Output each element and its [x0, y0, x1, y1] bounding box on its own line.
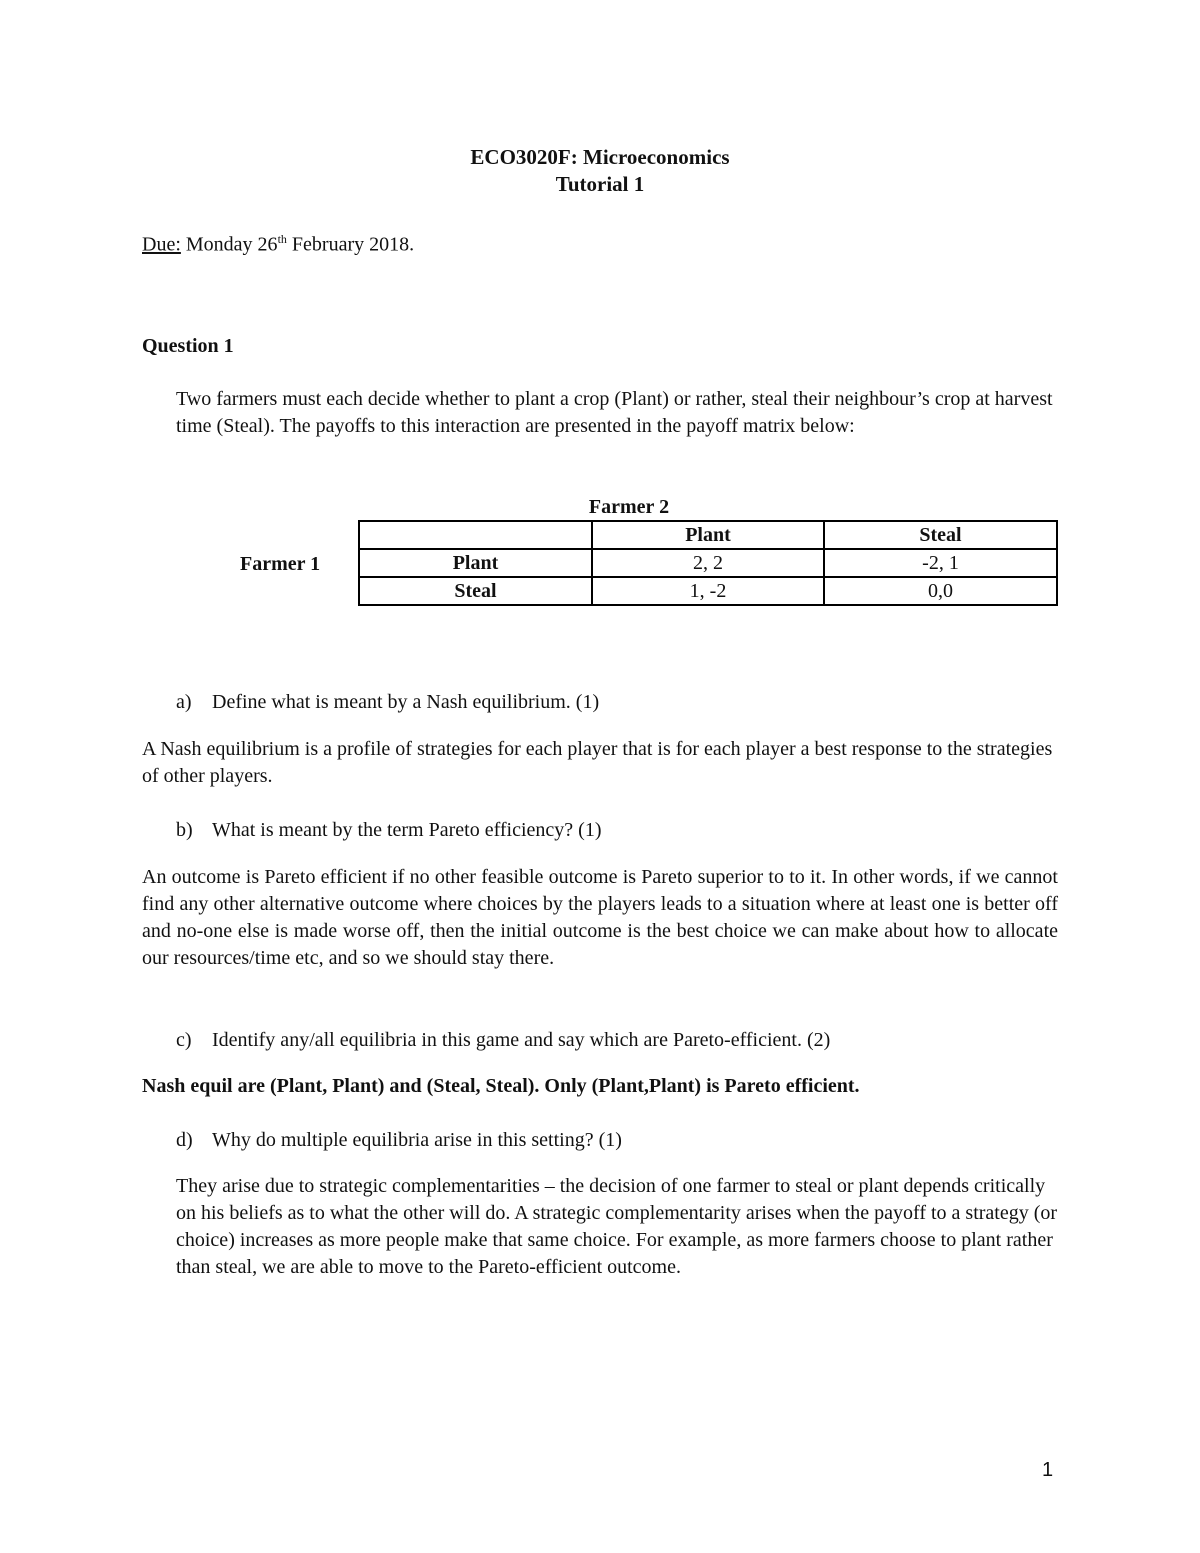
part-a-question: Define what is meant by a Nash equilibrium. (1) — [212, 691, 600, 713]
row-plant — [359, 549, 1057, 577]
cell-plant-plant: 2, 2 — [592, 549, 824, 577]
due-date-start: Monday 26 — [180, 233, 278, 256]
part-c-answer: Nash equil are (Plant, Plant) and (Steal, Steal). Only (Plant,Plant) is Pareto efficient. — [142, 1075, 860, 1097]
col-header-plant: Plant — [592, 521, 824, 549]
part-a-answer: A Nash equilibrium is a profile of strategies for each player that is for each player a best response to the strategies of other players. — [142, 738, 1053, 787]
part-d-answer: They arise due to strategic complementarities – the decision of one farmer to steal or plant depends critically on his beliefs as to what the other will do. A strategic complementarity arises when the payoff to a strategy (or choice) increases as more people make that same choice. For example, as more farmers choose to plant rather than steal, we are able to move to the Pareto-efficient outcome. — [176, 1175, 1058, 1278]
due-line — [142, 226, 414, 259]
part-c-marker: c) — [176, 1029, 192, 1051]
header-row — [359, 521, 1057, 549]
due-date-sup: th — [277, 232, 287, 246]
row-header-plant: Plant — [359, 549, 592, 577]
col-header-steal: Steal — [824, 521, 1057, 549]
row-steal — [359, 577, 1057, 605]
cell-steal-steal: 0,0 — [824, 577, 1057, 605]
course-title: ECO3020F: Microeconomics — [470, 145, 730, 169]
due-date-end: February 2018. — [286, 233, 415, 256]
part-d-question: Why do multiple equilibria arise in this setting? (1) — [212, 1129, 622, 1151]
question-intro: Two farmers must each decide whether to plant a crop (Plant) or rather, steal their neighbour’s crop at harvest time (Steal). The payoffs to this interaction are presented in the payoff matrix below: — [176, 388, 1053, 437]
due-label: Due: — [142, 233, 181, 256]
cell-plant-steal: -2, 1 — [824, 549, 1057, 577]
corner-cell — [359, 521, 592, 549]
part-b-marker: b) — [176, 819, 193, 841]
row-player-label: Farmer 1 — [240, 553, 321, 575]
part-a-marker: a) — [176, 691, 192, 713]
part-d-marker: d) — [176, 1129, 193, 1151]
page-number: 1 — [1042, 1459, 1054, 1481]
question-heading: Question 1 — [142, 335, 234, 357]
part-b-answer: An outcome is Pareto efficient if no other feasible outcome is Pareto superior to to it. In other words, if we cannot find any other alternative outcome where choices by the players leads to a situation where at least one is better off and no-one else is made worse off, then the initial outcome is the best choice we can make about how to allocate our resources/time etc, and so we should stay there. — [142, 866, 1058, 969]
part-b-question: What is meant by the term Pareto efficiency? (1) — [212, 819, 602, 841]
row-header-steal: Steal — [359, 577, 592, 605]
payoff-matrix — [358, 520, 1058, 606]
part-c-question: Identify any/all equilibria in this game and say which are Pareto-efficient. (2) — [212, 1029, 831, 1051]
column-player-label: Farmer 2 — [588, 496, 670, 518]
cell-steal-plant: 1, -2 — [592, 577, 824, 605]
tutorial-title: Tutorial 1 — [555, 172, 645, 196]
